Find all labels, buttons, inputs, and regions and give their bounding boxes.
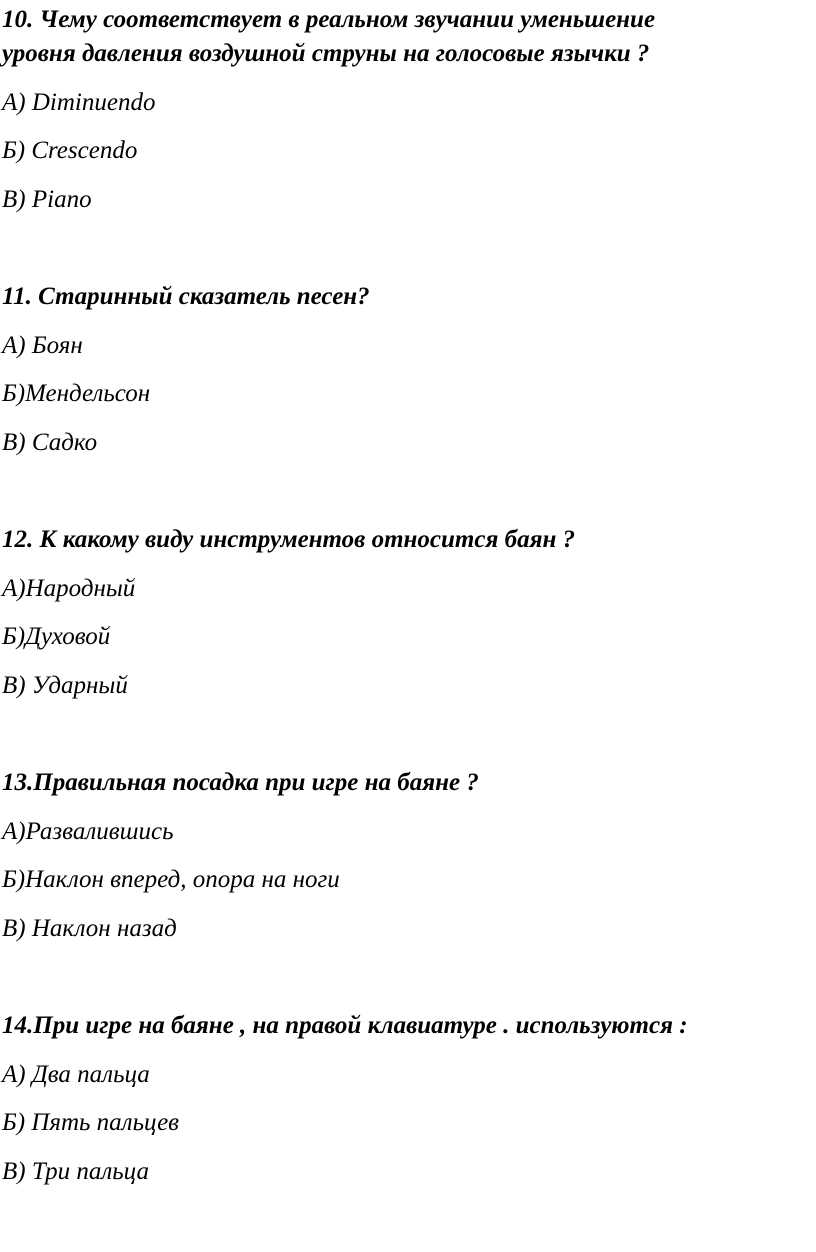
question-line: 11. Старинный сказатель песен? — [2, 283, 370, 310]
answer-options — [2, 572, 575, 703]
answer-option-c: В) Садко — [2, 428, 98, 456]
answer-option-a: А)Развалившись — [2, 817, 174, 845]
question-text — [2, 766, 479, 800]
answer-option-c: В) Три пальца — [2, 1157, 149, 1185]
answer-option-b: Б) Crescendo — [2, 137, 138, 164]
answer-option-c: В) Наклон назад — [2, 914, 177, 942]
question-12 — [2, 523, 575, 703]
question-text — [2, 523, 575, 557]
answer-option-a: А) Два пальца — [2, 1060, 150, 1088]
answer-option-b: Б)Мендельсон — [2, 380, 151, 407]
question-text — [2, 280, 370, 314]
answer-option-b: Б) Пять пальцев — [2, 1109, 180, 1136]
question-text — [2, 3, 655, 71]
answer-option-b: Б)Наклон вперед, опора на ноги — [2, 866, 340, 893]
answer-option-c: В) Ударный — [2, 671, 128, 699]
answer-option-b: Б)Духовой — [2, 623, 111, 650]
answer-options — [2, 815, 479, 946]
question-14 — [2, 1009, 688, 1189]
question-11 — [2, 280, 370, 460]
answer-option-a: А) Diminuendo — [2, 88, 156, 116]
question-line: 14.При игре на баяне , на правой клавиатуре . используются : — [2, 1012, 688, 1039]
question-13 — [2, 766, 479, 946]
question-10 — [2, 3, 655, 217]
answer-options — [2, 1058, 688, 1189]
answer-options — [2, 86, 655, 217]
question-line: 13.Правильная посадка при игре на баяне ? — [2, 769, 479, 796]
question-line: уровня давления воздушной струны на голосовые язычки ? — [2, 40, 650, 67]
answer-options — [2, 329, 370, 460]
answer-option-c: В) Piano — [2, 185, 92, 213]
question-line: 12. К какому виду инструментов относится баян ? — [2, 526, 576, 553]
answer-option-a: А) Боян — [2, 331, 83, 359]
question-line: 10. Чему соответствует в реальном звучании уменьшение — [2, 6, 656, 33]
question-text — [2, 1009, 688, 1043]
answer-option-a: А)Народный — [2, 574, 136, 602]
